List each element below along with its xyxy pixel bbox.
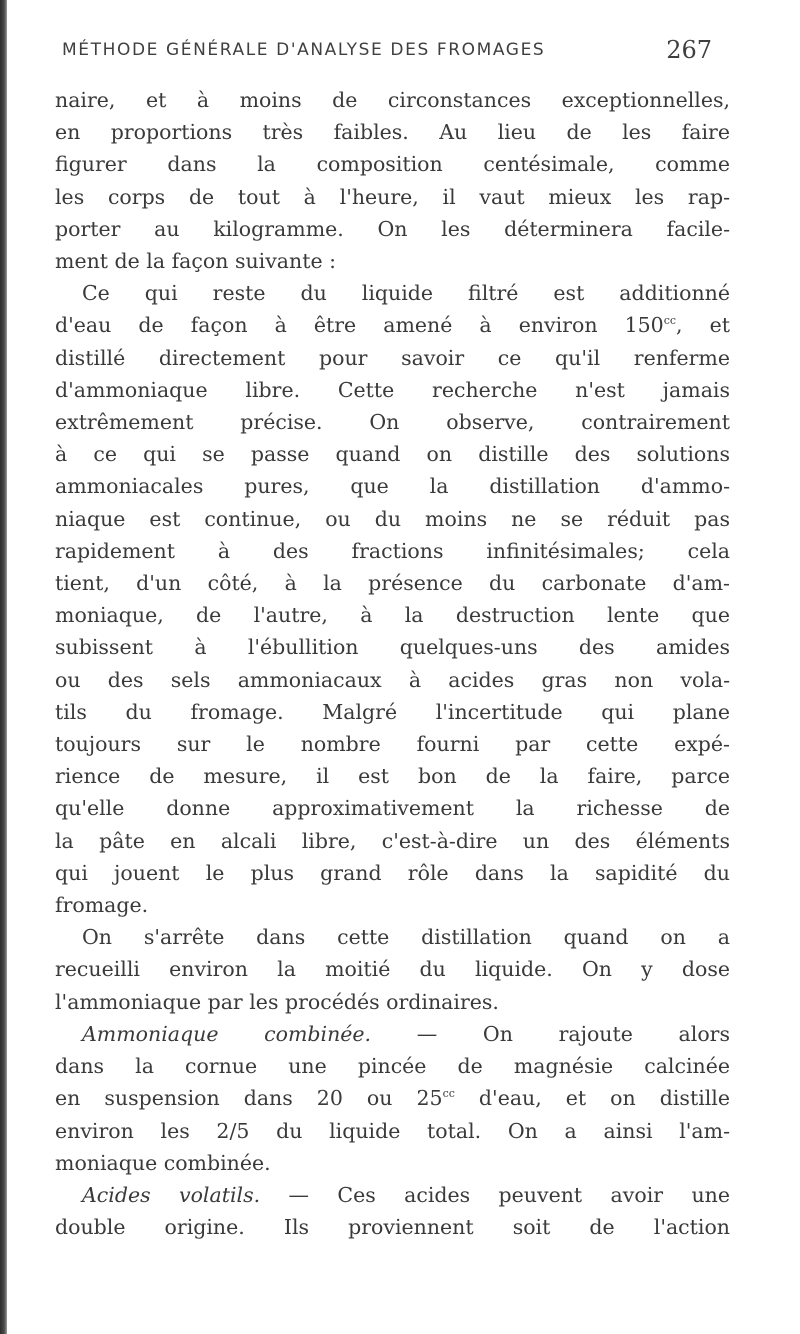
text-line: fromage.	[55, 893, 149, 918]
text-line: qui jouent le plus grand rôle dans la sapidité du	[55, 860, 730, 885]
text-fragment: — On rajoute alors	[371, 1021, 730, 1046]
text-line: double origine. Ils proviennent soit de l'action	[55, 1215, 730, 1240]
text-line: extrêmement précise. On observe, contrairement	[55, 410, 730, 435]
text-line-with-unit	[55, 1082, 730, 1114]
text-fragment: en suspension dans 20 ou 25	[55, 1086, 443, 1111]
text-line: toujours sur le nombre fourni par cette expé-	[55, 732, 730, 757]
text-fragment: , et	[676, 313, 730, 338]
text-line: niaque est continue, ou du moins ne se réduit pas	[55, 506, 730, 531]
unit-superscript: cc	[442, 1087, 455, 1101]
section-heading-acides-volatils: Acides volatils.	[82, 1182, 261, 1207]
book-page	[50, 36, 730, 1243]
text-line: dans la cornue une pincée de magnésie calcinée	[55, 1054, 730, 1079]
text-line: subissent à l'ébullition quelques-uns des amides	[55, 635, 730, 660]
text-line: ou des sels ammoniacaux à acides gras non vola-	[55, 667, 730, 692]
text-line: en proportions très faibles. Au lieu de les faire	[55, 120, 730, 145]
text-line: rapidement à des fractions infinitésimales; cela	[55, 538, 730, 563]
section-heading-line	[55, 1018, 730, 1050]
text-fragment: — Ces acides peuvent avoir une	[260, 1182, 730, 1207]
text-line: rience de mesure, il est bon de la faire, parce	[55, 764, 730, 789]
unit-superscript: cc	[663, 314, 677, 328]
text-line: ment de la façon suivante :	[55, 249, 337, 274]
text-line: naire, et à moins de circonstances exceptionnelles,	[55, 88, 730, 112]
text-line: recueilli environ la moitié du liquide. On y dose	[55, 957, 730, 982]
page-number: 267	[666, 36, 712, 64]
text-line: moniaque, de l'autre, à la destruction lente que	[55, 603, 730, 628]
book-gutter-shadow	[0, 0, 7, 1334]
running-head-title: MÉTHODE GÉNÉRALE D'ANALYSE DES FROMAGES	[62, 40, 546, 60]
text-line: tient, d'un côté, à la présence du carbonate d'am-	[55, 571, 730, 596]
text-line: Ce qui reste du liquide filtré est additionné	[82, 281, 730, 306]
text-line: figurer dans la composition centésimale, comme	[55, 152, 730, 177]
text-line: la pâte en alcali libre, c'est-à-dire un des éléments	[55, 828, 730, 853]
running-head	[62, 36, 730, 72]
text-line: à ce qui se passe quand on distille des solutions	[55, 442, 730, 467]
text-line: les corps de tout à l'heure, il vaut mieux les rap-	[55, 184, 730, 209]
text-line: tils du fromage. Malgré l'incertitude qui plane	[55, 699, 730, 724]
text-line: ammoniacales pures, que la distillation d'ammo-	[55, 474, 730, 499]
text-line: qu'elle donne approximativement la richesse de	[55, 796, 730, 821]
text-fragment: d'eau de façon à être amené à environ 150	[55, 313, 664, 338]
text-fragment: d'eau, et on distille	[454, 1086, 730, 1111]
section-heading-ammoniaque-combinee: Ammoniaque combinée.	[82, 1021, 372, 1046]
text-line: On s'arrête dans cette distillation quand on a	[82, 925, 730, 950]
text-line: porter au kilogramme. On les déterminera facile-	[55, 216, 730, 241]
body-text	[55, 84, 730, 1243]
text-line: d'ammoniaque libre. Cette recherche n'est jamais	[55, 377, 730, 402]
text-line: moniaque combinée.	[55, 1150, 271, 1175]
text-line: l'ammoniaque par les procédés ordinaires.	[55, 989, 499, 1014]
text-line: distillé directement pour savoir ce qu'il renferme	[55, 345, 730, 370]
section-heading-line	[55, 1179, 730, 1211]
text-line: environ les 2/5 du liquide total. On a ainsi l'am-	[55, 1118, 730, 1143]
text-line-with-unit	[55, 309, 730, 341]
